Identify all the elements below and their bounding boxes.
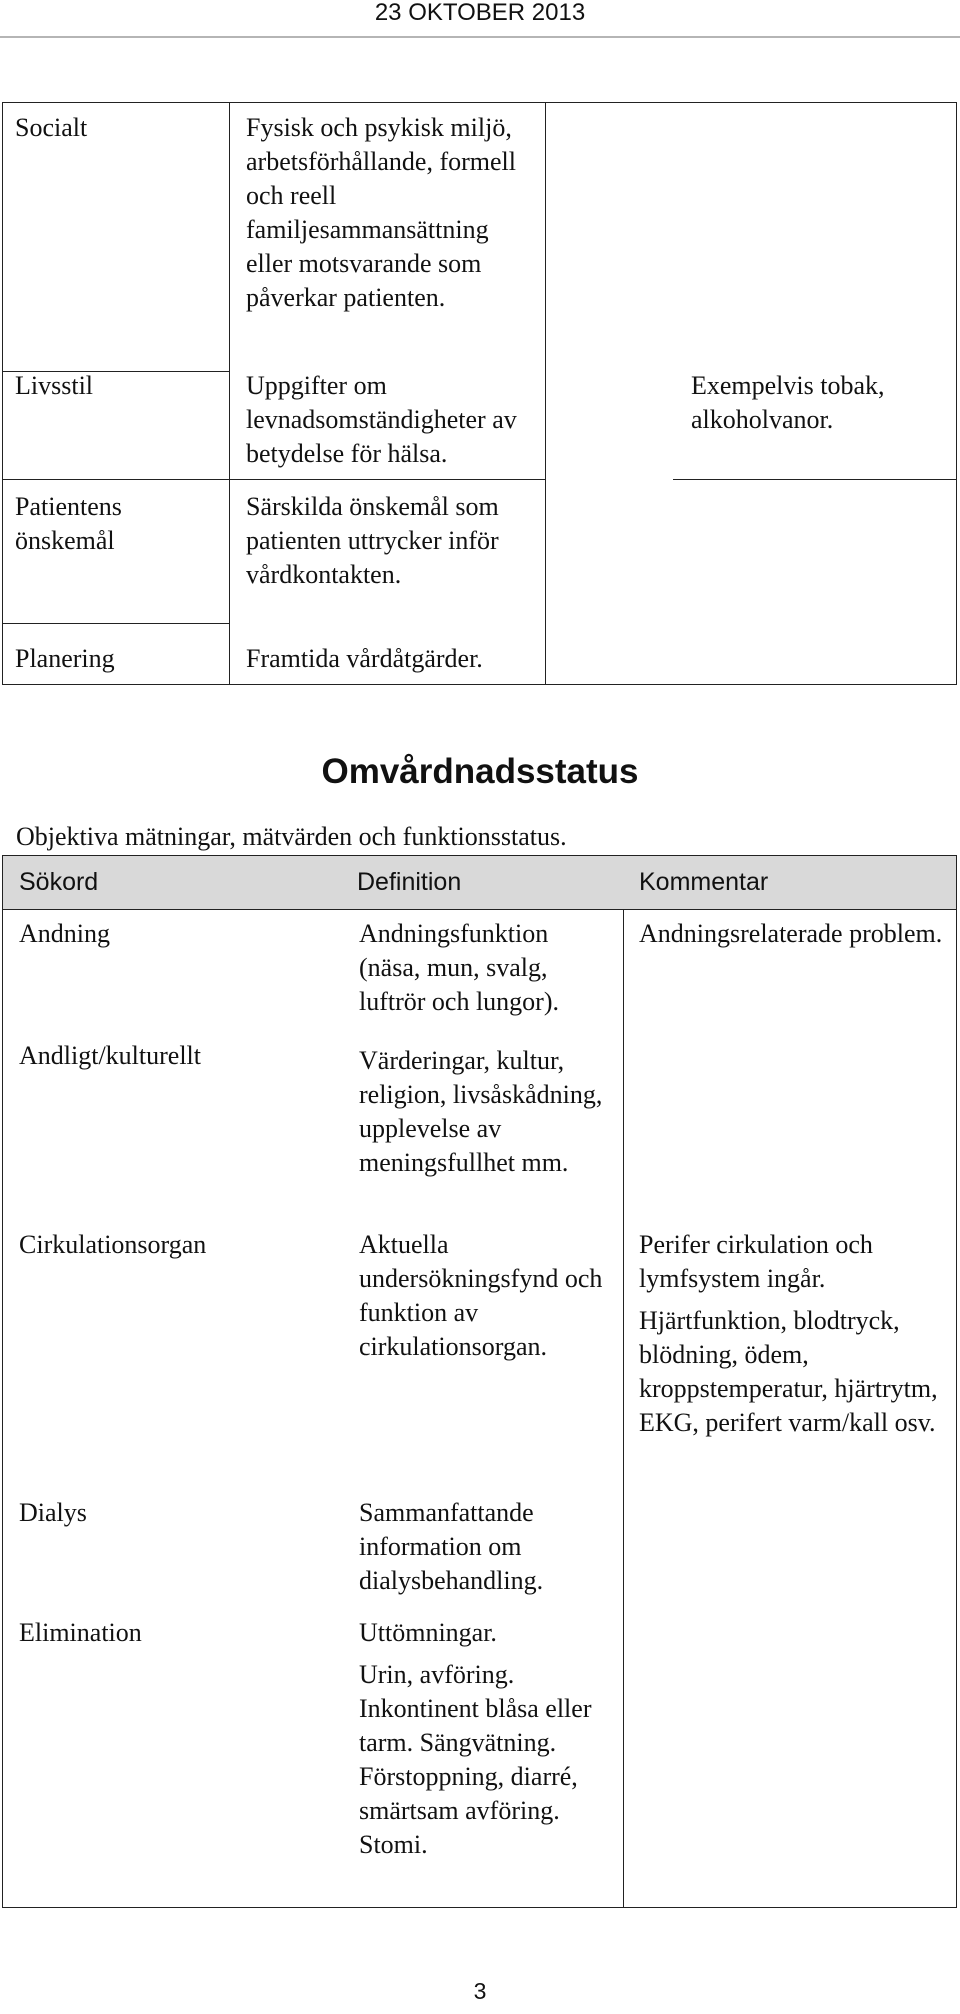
status-table xyxy=(2,855,957,1908)
comment-cell: Exempelvis tobak, alkoholvanor. xyxy=(691,371,885,434)
page-header-date: 23 OKTOBER 2013 xyxy=(374,0,586,26)
term-cell: Cirkulationsorgan xyxy=(19,1230,207,1259)
definition-cell: Värderingar, kultur, religion, livsåskådning, upplevelse av meningsfullhet mm. xyxy=(359,1046,603,1177)
term-cell: Patientens önskemål xyxy=(15,492,122,555)
header-sokord: Sökord xyxy=(19,868,99,896)
term-cell: Andligt/kulturellt xyxy=(19,1041,201,1070)
header-definition: Definition xyxy=(357,868,462,896)
definition-cell: Aktuella undersökningsfynd och funktion av cirkulationsorgan. xyxy=(359,1230,603,1361)
definition-cell: Andningsfunktion (näsa, mun, svalg, luftrör och lungor). xyxy=(359,919,560,1016)
row-divider xyxy=(3,623,229,624)
definition-cell: Urin, avföring. Inkontinent blåsa eller tarm. Sängvätning. Förstoppning, diarré, smärtsam avföring. Stomi. xyxy=(359,1660,592,1859)
column-divider xyxy=(623,909,624,1907)
definition-cell: Framtida vårdåtgärder. xyxy=(246,644,483,673)
term-cell: Dialys xyxy=(19,1498,87,1527)
comment-cell: Andningsrelaterade problem. xyxy=(639,919,943,948)
definition-cell: Uppgifter om levnadsomständigheter av betydelse för hälsa. xyxy=(246,371,517,468)
row-divider xyxy=(673,479,956,480)
column-divider xyxy=(229,103,230,684)
term-cell: Socialt xyxy=(15,113,88,142)
definition-cell: Sammanfattande information om dialysbehandling. xyxy=(359,1498,544,1595)
definition-cell: Fysisk och psykisk miljö, arbetsförhållande, formell och reell familjesammansättning eller motsvarande som påverkar patienten. xyxy=(246,113,516,312)
header-rule xyxy=(0,36,960,38)
page-number: 3 xyxy=(473,1978,487,2004)
header-kommentar: Kommentar xyxy=(639,868,769,896)
term-cell: Planering xyxy=(15,644,115,673)
row-divider xyxy=(3,479,545,480)
term-cell: Andning xyxy=(19,919,110,948)
definition-cell: Särskilda önskemål som patienten uttrycker inför vårdkontakten. xyxy=(246,492,499,589)
definition-cell: Uttömningar. xyxy=(359,1618,497,1647)
comment-cell: Hjärtfunktion, blodtryck, blödning, ödem, kroppstemperatur, hjärtrytm, EKG, perifert varm/kall osv. xyxy=(639,1306,938,1437)
section-subtitle: Objektiva mätningar, mätvärden och funktionsstatus. xyxy=(16,822,567,851)
term-cell: Livsstil xyxy=(15,371,94,400)
attribute-table xyxy=(2,102,957,685)
comment-cell: Perifer cirkulation och lymfsystem ingår. xyxy=(639,1230,873,1293)
column-divider xyxy=(545,103,546,684)
term-cell: Elimination xyxy=(19,1618,142,1647)
table-header-row xyxy=(3,856,956,910)
section-title: Omvårdnadsstatus xyxy=(321,752,639,791)
